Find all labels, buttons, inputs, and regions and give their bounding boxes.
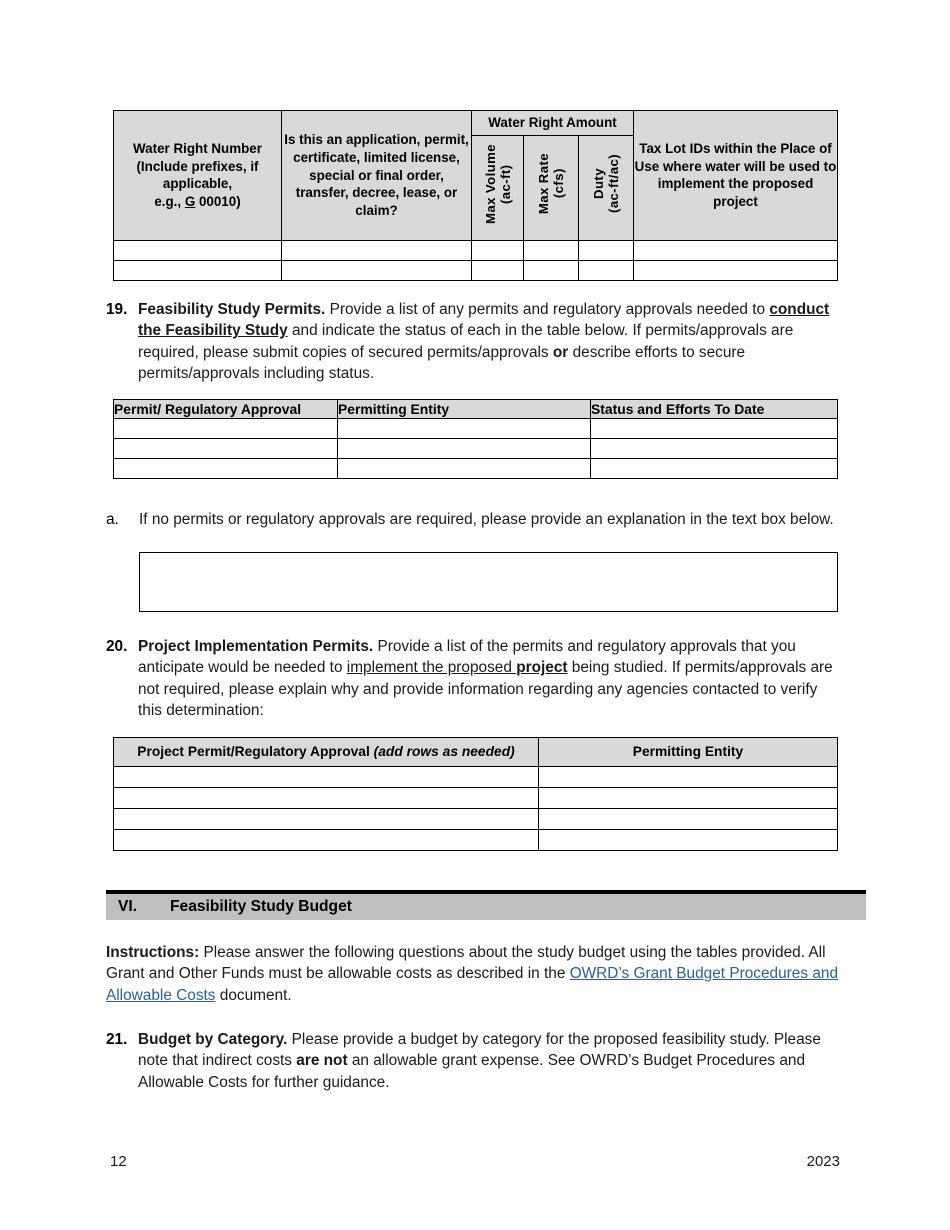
cell-duty[interactable] — [579, 240, 634, 260]
header-max-volume — [472, 135, 524, 240]
cell-project-permitting-entity[interactable] — [539, 809, 838, 830]
cell-tax-lot-ids[interactable] — [634, 260, 838, 280]
cell-duty[interactable] — [579, 260, 634, 280]
project-permits-table — [113, 737, 838, 851]
header-project-permit-approval — [114, 738, 539, 767]
cell-application-type[interactable] — [282, 260, 472, 280]
header-status-efforts: Status and Efforts To Date — [591, 400, 838, 419]
page-year: 2023 — [806, 1153, 840, 1170]
cell-max-volume[interactable] — [472, 240, 524, 260]
question-19-text-2: and indicate the status of each in the table below. If permits/approvals are required, please submit copies of secured permits/approvals — [138, 322, 794, 361]
section-vi-title: Feasibility Study Budget — [170, 898, 352, 915]
explanation-textbox[interactable] — [139, 552, 838, 612]
question-20-text-1: Provide a list of the permits and regulatory approvals that you anticipate would be needed to — [138, 638, 796, 677]
question-21 — [106, 1029, 839, 1093]
question-21-text-1: Please provide a budget by category for the proposed feasibility study. Please note that indirect costs — [138, 1031, 821, 1070]
cell-permit-approval[interactable] — [114, 459, 338, 479]
feasibility-permits-table — [113, 399, 838, 479]
cell-permit-approval[interactable] — [114, 439, 338, 459]
wrn-example-num: 00010) — [195, 193, 241, 209]
wrn-eg: e.g., — [154, 193, 185, 209]
section-vi-numeral: VI. — [118, 898, 138, 915]
cell-project-permit-approval[interactable] — [114, 830, 539, 851]
question-20-emphasis-1: implement the proposed — [346, 659, 517, 677]
question-19-emphasis-1: conduct the Feasibility Study — [138, 301, 830, 340]
header-max-volume-label: Max Volume (ac-ft) — [482, 143, 513, 224]
section-vi-banner — [106, 890, 866, 920]
cell-tax-lot-ids[interactable] — [634, 240, 838, 260]
question-19-text-3: describe efforts to secure permits/approvals including status. — [138, 343, 746, 382]
question-19a-text: If no permits or regulatory approvals are required, please provide an explanation in the text box below. — [139, 511, 834, 528]
cell-project-permitting-entity[interactable] — [539, 767, 838, 788]
table-row[interactable] — [114, 809, 838, 830]
table-row[interactable] — [114, 260, 838, 280]
table-row[interactable] — [114, 830, 838, 851]
table-row[interactable] — [114, 767, 838, 788]
cell-application-type[interactable] — [282, 240, 472, 260]
question-19 — [106, 299, 839, 384]
header-permitting-entity: Permitting Entity — [338, 400, 591, 419]
table-row[interactable] — [114, 459, 838, 479]
header-duty-label: Duty (ac-ft/ac) — [591, 154, 621, 214]
question-19-number: 19. — [106, 301, 128, 318]
question-19a-marker: a. — [106, 511, 119, 528]
header-project-permit-note: (add rows as needed) — [373, 744, 515, 759]
question-21-number: 21. — [106, 1031, 128, 1048]
question-19-body — [138, 299, 839, 384]
instructions-text-2: document. — [215, 986, 292, 1004]
cell-water-right-number[interactable] — [114, 240, 282, 260]
question-20-body — [138, 636, 839, 721]
cell-permitting-entity[interactable] — [338, 419, 591, 439]
header-project-permit-main: Project Permit/Regulatory Approval — [137, 744, 374, 759]
cell-status-efforts[interactable] — [591, 419, 838, 439]
question-19-title: Feasibility Study Permits. — [138, 301, 326, 318]
question-21-body — [138, 1029, 839, 1093]
instructions-text-1: Please answer the following questions about the study budget using the tables provided. All Grant and Other Funds must be allowable costs as described in the — [106, 944, 826, 983]
question-20-emphasis-2: project — [516, 659, 568, 677]
question-20-title: Project Implementation Permits. — [138, 638, 374, 655]
permits-header-row — [114, 400, 838, 419]
project-permits-header-row — [114, 738, 838, 767]
cell-status-efforts[interactable] — [591, 459, 838, 479]
question-21-emphasis: are not — [296, 1052, 348, 1070]
water-rights-header-row-1 — [114, 111, 838, 136]
header-max-rate-label: Max Rate (cfs) — [536, 153, 566, 215]
question-19-or: or — [552, 343, 569, 361]
cell-status-efforts[interactable] — [591, 439, 838, 459]
cell-permit-approval[interactable] — [114, 419, 338, 439]
wrn-prefix-g: G — [184, 193, 196, 209]
instructions-label: Instructions: — [106, 944, 200, 961]
question-20-text-2: being studied. If permits/approvals are not required, please explain why and provide information regarding any agencies contacted to verify this determination: — [138, 659, 833, 719]
wrn-line-1: Water Right Number — [133, 141, 262, 157]
wrn-line-2: (Include prefixes, if — [136, 158, 259, 174]
cell-max-rate[interactable] — [524, 260, 579, 280]
cell-project-permit-approval[interactable] — [114, 767, 539, 788]
question-21-title: Budget by Category. — [138, 1031, 288, 1048]
cell-project-permitting-entity[interactable] — [539, 830, 838, 851]
header-application-type: Is this an application, permit, certificate, limited license, special or final order, transfer, decree, lease, or claim? — [282, 111, 472, 241]
table-row[interactable] — [114, 419, 838, 439]
header-water-right-number — [114, 111, 282, 241]
question-21-text-2: an allowable grant expense. See OWRD’s Budget Procedures and Allowable Costs for further guidance. — [138, 1052, 806, 1091]
header-project-permitting-entity: Permitting Entity — [539, 738, 838, 767]
cell-permitting-entity[interactable] — [338, 459, 591, 479]
table-row[interactable] — [114, 240, 838, 260]
cell-water-right-number[interactable] — [114, 260, 282, 280]
cell-project-permitting-entity[interactable] — [539, 788, 838, 809]
header-tax-lot-ids: Tax Lot IDs within the Place of Use where water will be used to implement the proposed project — [634, 111, 838, 241]
wrn-line-4 — [114, 193, 281, 211]
question-20-number: 20. — [106, 638, 128, 655]
table-row[interactable] — [114, 788, 838, 809]
budget-instructions — [106, 942, 839, 1006]
cell-max-volume[interactable] — [472, 260, 524, 280]
page-number: 12 — [110, 1153, 127, 1170]
table-row[interactable] — [114, 439, 838, 459]
question-20 — [106, 636, 839, 721]
header-permit-regulatory-approval: Permit/ Regulatory Approval — [114, 400, 338, 419]
header-max-rate — [524, 135, 579, 240]
owrd-budget-procedures-link[interactable]: OWRD’s Grant Budget Procedures and Allowable Costs — [106, 965, 839, 1004]
header-duty — [579, 135, 634, 240]
water-rights-table — [113, 110, 838, 281]
question-19-text-1: Provide a list of any permits and regulatory approvals needed to — [325, 301, 770, 318]
cell-max-rate[interactable] — [524, 240, 579, 260]
cell-permitting-entity[interactable] — [338, 439, 591, 459]
question-19a — [106, 509, 839, 530]
cell-project-permit-approval[interactable] — [114, 809, 539, 830]
wrn-line-3: applicable, — [162, 176, 233, 192]
cell-project-permit-approval[interactable] — [114, 788, 539, 809]
header-water-right-amount: Water Right Amount — [472, 111, 634, 136]
